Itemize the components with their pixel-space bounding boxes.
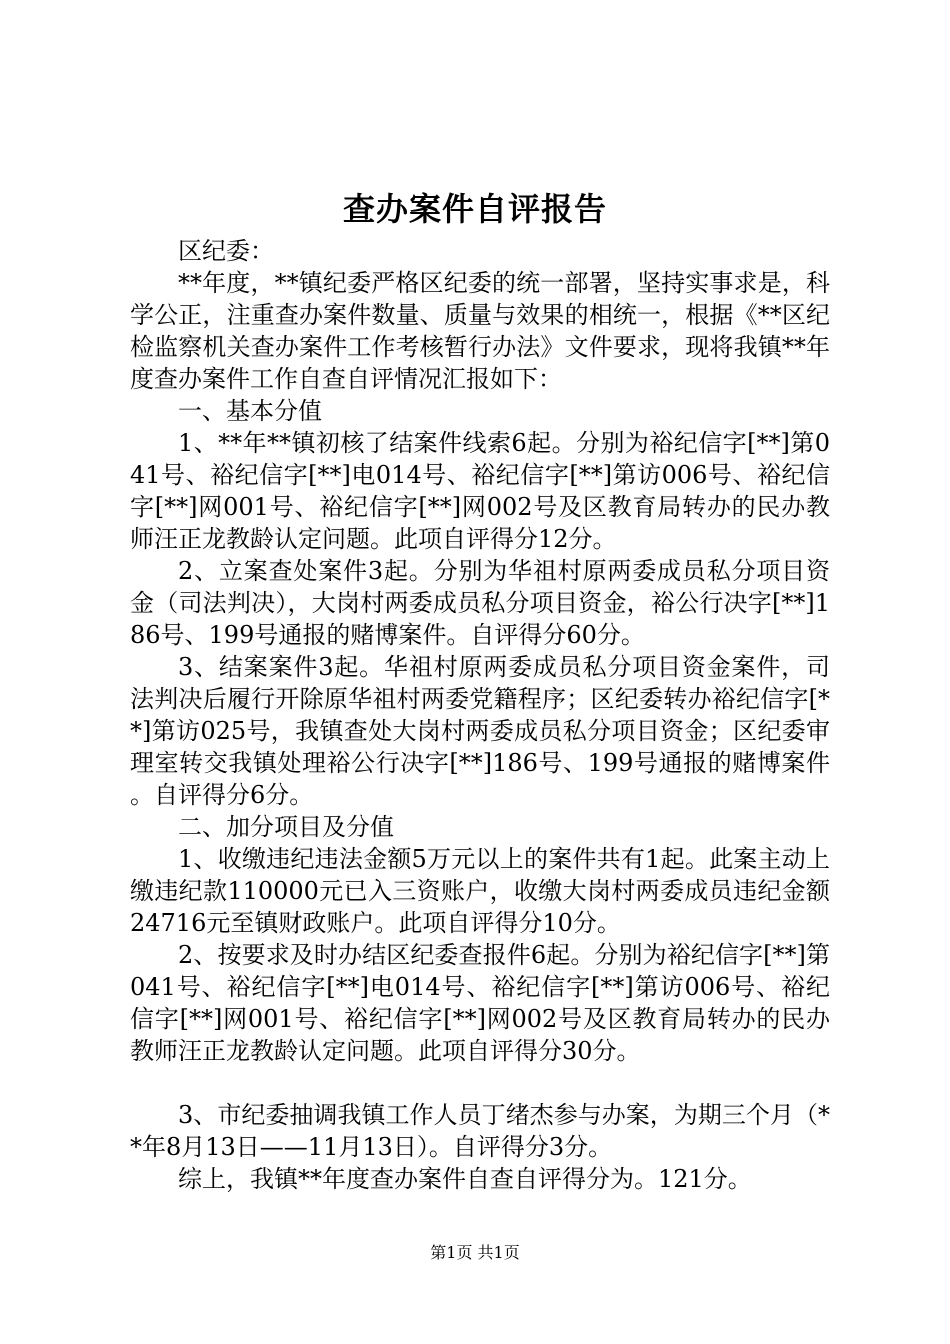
intro-paragraph: **年度，**镇纪委严格区纪委的统一部署，坚持实事求是，科学公正，注重查办案件数量、质量与效果的相统一，根据《**区纪检监察机关查办案件工作考核暂行办法》文件要求，现将我镇**年度查办案件工作自查自评情况汇报如下： [130, 269, 830, 393]
salutation: 区纪委： [178, 237, 274, 265]
section-heading-bonus: 二、加分项目及分值 [178, 813, 394, 841]
bonus-item-1: 1、收缴违纪违法金额5万元以上的案件共有1起。此案主动上缴违纪款110000元已入三资账户，收缴大岗村两委成员违纪金额24716元至镇财政账户。此项自评得分10分。 [130, 845, 830, 937]
basic-item-1: 1、**年**镇初核了结案件线索6起。分别为裕纪信字[**]第041号、裕纪信字[**]电014号、裕纪信字[**]第访006号、裕纪信字[**]网001号、裕纪信字[**]网002号及区教育局转办的民办教师汪正龙教龄认定问题。此项自评得分12分。 [130, 429, 830, 553]
bonus-item-3: 3、市纪委抽调我镇工作人员丁绪杰参与办案，为期三个月（**年8月13日——11月13日）。自评得分3分。 [130, 1101, 830, 1161]
basic-item-2: 2、立案查处案件3起。分别为华祖村原两委成员私分项目资金（司法判决），大岗村两委成员私分项目资金，裕公行决字[**]186号、199号通报的赌博案件。自评得分60分。 [130, 557, 830, 649]
section-heading-basic: 一、基本分值 [178, 397, 322, 425]
summary-paragraph: 综上，我镇**年度查办案件自查自评得分为。121分。 [178, 1165, 752, 1193]
bonus-item-2: 2、按要求及时办结区纪委查报件6起。分别为裕纪信字[**]第041号、裕纪信字[**]电014号、裕纪信字[**]第访006号、裕纪信字[**]网001号、裕纪信字[**]网002号及区教育局转办的民办教师汪正龙教龄认定问题。此项自评得分30分。 [130, 941, 830, 1065]
page-number-footer: 第1页 共1页 [430, 1243, 520, 1262]
document-body [130, 235, 830, 1195]
basic-item-3: 3、结案案件3起。华祖村原两委成员私分项目资金案件，司法判决后履行开除原华祖村两委党籍程序；区纪委转办裕纪信字[**]第访025号，我镇查处大岗村两委成员私分项目资金；区纪委审理室转交我镇处理裕公行决字[**]186号、199号通报的赌博案件。自评得分6分。 [130, 653, 830, 809]
document-title: 查办案件自评报告 [342, 190, 607, 228]
